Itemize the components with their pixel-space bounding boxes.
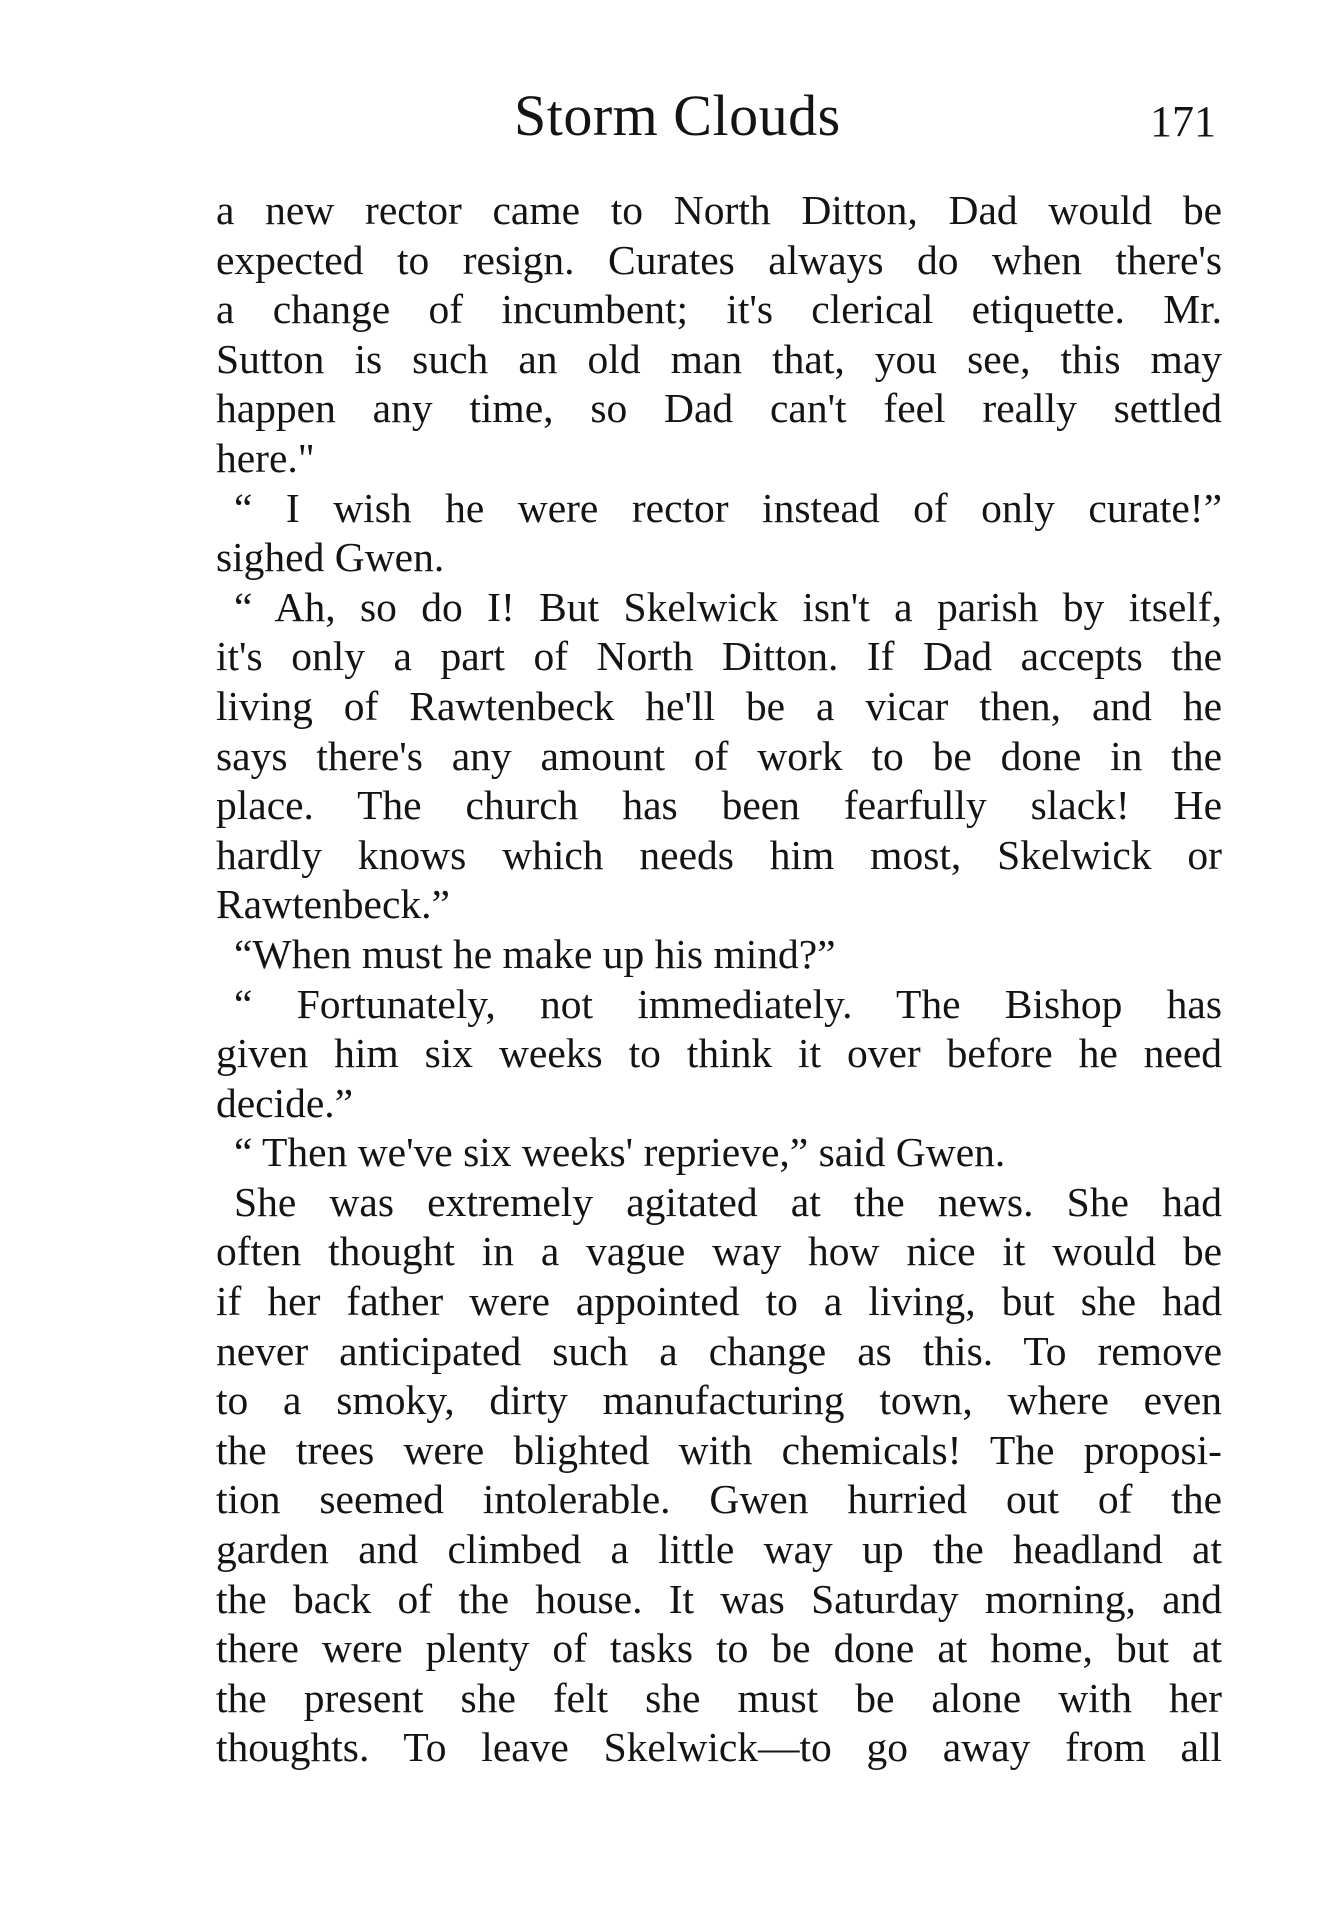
- text-line: garden and climbed a little way up the headland at: [216, 1526, 1222, 1573]
- text-line: decide.”: [216, 1079, 354, 1126]
- text-line: says there's any amount of work to be done in the: [216, 732, 1222, 779]
- text-line: “When must he make up his mind?”: [234, 930, 836, 977]
- text-line: tion seemed intolerable. Gwen hurried out of the: [216, 1476, 1222, 1523]
- text-line: here.": [216, 434, 315, 481]
- text-line: a change of incumbent; it's clerical etiquette. Mr.: [216, 286, 1222, 333]
- text-line: to a smoky, dirty manufacturing town, where even: [216, 1377, 1222, 1424]
- text-line: expected to resign. Curates always do when there's: [216, 236, 1222, 283]
- text-line: “ Then we've six weeks' reprieve,” said Gwen.: [234, 1129, 1006, 1176]
- text-line: sighed Gwen.: [216, 534, 445, 581]
- text-line: a new rector came to North Ditton, Dad would be: [216, 187, 1222, 233]
- text-line: Sutton is such an old man that, you see, this may: [216, 335, 1222, 382]
- text-line: never anticipated such a change as this. To remove: [216, 1327, 1222, 1374]
- text-line: it's only a part of North Ditton. If Dad accepts the: [216, 633, 1222, 680]
- body-text: [216, 186, 1222, 1773]
- text-line: happen any time, so Dad can't feel really settled: [216, 385, 1222, 432]
- text-line: given him six weeks to think it over before he need: [216, 1030, 1222, 1077]
- text-line: the back of the house. It was Saturday morning, and: [216, 1575, 1222, 1622]
- running-title: Storm Clouds: [514, 83, 841, 148]
- text-line: there were plenty of tasks to be done at home, but at: [216, 1625, 1222, 1672]
- text-line: often thought in a vague way how nice it would be: [216, 1228, 1222, 1275]
- text-line: place. The church has been fearfully slack! He: [216, 782, 1222, 829]
- text-line: the present she felt she must be alone with her: [216, 1674, 1222, 1721]
- text-line: the trees were blighted with chemicals! The proposi-: [216, 1426, 1222, 1473]
- text-line: Rawtenbeck.”: [216, 881, 450, 928]
- text-line: if her father were appointed to a living, but she had: [216, 1278, 1222, 1325]
- text-line: hardly knows which needs him most, Skelwick or: [216, 831, 1222, 878]
- text-line: She was extremely agitated at the news. She had: [234, 1178, 1222, 1225]
- text-line: “ Ah, so do I! But Skelwick isn't a parish by itself,: [234, 583, 1222, 630]
- text-line: living of Rawtenbeck he'll be a vicar then, and he: [216, 682, 1222, 729]
- text-line: thoughts. To leave Skelwick—to go away from all: [216, 1724, 1222, 1771]
- text-line: “ I wish he were rector instead of only curate!”: [234, 484, 1222, 531]
- page-number: 171: [1150, 97, 1216, 146]
- text-line: “ Fortunately, not immediately. The Bishop has: [234, 980, 1222, 1027]
